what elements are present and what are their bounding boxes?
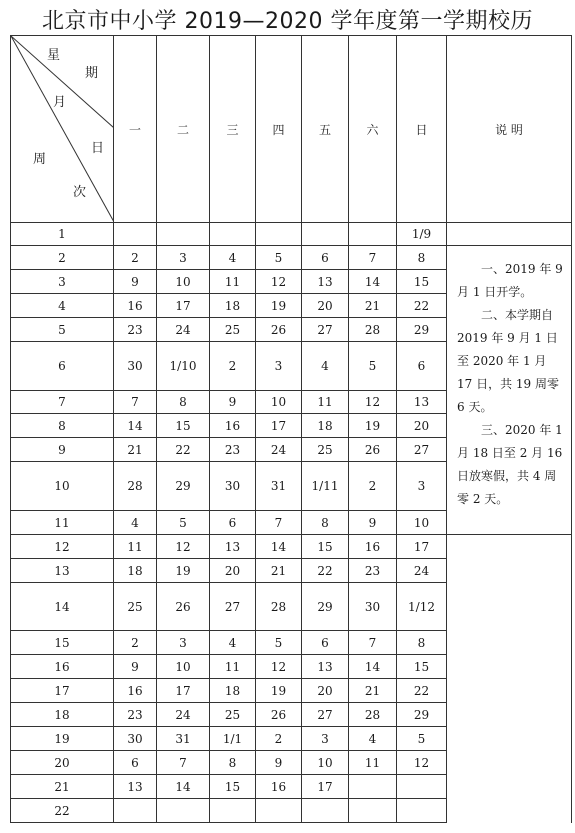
date-cell — [349, 775, 397, 799]
date-cell: 14 — [114, 414, 157, 438]
table-row — [11, 223, 572, 246]
week-number: 13 — [11, 559, 114, 583]
date-cell: 9 — [210, 391, 256, 414]
date-cell: 28 — [349, 703, 397, 727]
date-cell: 5 — [157, 511, 210, 535]
date-cell: 28 — [349, 318, 397, 342]
date-cell: 27 — [397, 438, 447, 462]
date-cell: 22 — [302, 559, 349, 583]
corner-label-zhou: 周 — [33, 152, 47, 167]
notes-blank-cell — [447, 583, 572, 631]
date-cell: 30 — [114, 727, 157, 751]
date-cell: 15 — [302, 535, 349, 559]
date-cell: 1/10 — [157, 342, 210, 391]
date-cell: 2 — [114, 246, 157, 270]
date-cell: 4 — [302, 342, 349, 391]
date-cell: 10 — [157, 655, 210, 679]
date-cell: 19 — [349, 414, 397, 438]
date-cell: 11 — [114, 535, 157, 559]
date-cell: 29 — [397, 318, 447, 342]
date-cell: 4 — [210, 631, 256, 655]
date-cell — [397, 775, 447, 799]
date-cell: 17 — [157, 294, 210, 318]
date-cell: 19 — [256, 294, 302, 318]
date-cell: 18 — [210, 679, 256, 703]
date-cell: 10 — [256, 391, 302, 414]
date-cell: 10 — [397, 511, 447, 535]
date-cell: 19 — [157, 559, 210, 583]
date-cell: 7 — [157, 751, 210, 775]
date-cell: 2 — [114, 631, 157, 655]
date-cell: 15 — [397, 655, 447, 679]
date-cell: 6 — [397, 342, 447, 391]
date-cell — [114, 223, 157, 246]
date-cell: 28 — [114, 462, 157, 511]
date-cell: 4 — [210, 246, 256, 270]
calendar-body — [11, 223, 572, 823]
week-number: 1 — [11, 223, 114, 246]
date-cell — [302, 223, 349, 246]
date-cell: 22 — [397, 294, 447, 318]
table-row — [11, 583, 572, 631]
date-cell: 15 — [157, 414, 210, 438]
date-cell — [157, 223, 210, 246]
date-cell: 24 — [157, 703, 210, 727]
date-cell: 12 — [349, 391, 397, 414]
table-row — [11, 775, 572, 799]
notes-blank-cell — [447, 775, 572, 799]
corner-label-ri: 日 — [91, 141, 105, 156]
week-number: 9 — [11, 438, 114, 462]
date-cell: 8 — [210, 751, 256, 775]
date-cell: 1/11 — [302, 462, 349, 511]
calendar-table — [10, 35, 572, 823]
date-cell: 12 — [397, 751, 447, 775]
week-number: 11 — [11, 511, 114, 535]
date-cell: 2 — [349, 462, 397, 511]
date-cell: 24 — [256, 438, 302, 462]
date-cell: 9 — [256, 751, 302, 775]
date-cell: 7 — [349, 631, 397, 655]
date-cell: 18 — [302, 414, 349, 438]
date-cell: 3 — [256, 342, 302, 391]
date-cell: 20 — [210, 559, 256, 583]
date-cell: 14 — [256, 535, 302, 559]
date-cell: 10 — [302, 751, 349, 775]
note-paragraph: 一、2019 年 9 月 1 日开学。 — [457, 262, 563, 299]
date-cell: 29 — [157, 462, 210, 511]
notes-blank-cell — [447, 223, 572, 246]
date-cell: 16 — [210, 414, 256, 438]
table-row — [11, 703, 572, 727]
notes-blank-cell — [447, 631, 572, 655]
date-cell: 14 — [349, 655, 397, 679]
date-cell: 14 — [349, 270, 397, 294]
date-cell: 13 — [302, 270, 349, 294]
date-cell: 18 — [210, 294, 256, 318]
date-cell: 13 — [302, 655, 349, 679]
date-cell: 6 — [114, 751, 157, 775]
date-cell: 13 — [114, 775, 157, 799]
corner-header — [11, 36, 114, 223]
date-cell: 29 — [302, 583, 349, 631]
date-cell: 25 — [210, 318, 256, 342]
note-paragraph: 三、2020 年 1 月 18 日至 2 月 16 日放寒假，共 4 周零 2 天。 — [457, 423, 563, 506]
date-cell: 25 — [210, 703, 256, 727]
date-cell: 24 — [397, 559, 447, 583]
date-cell: 15 — [397, 270, 447, 294]
notes-blank-cell — [447, 799, 572, 823]
date-cell: 12 — [256, 655, 302, 679]
date-cell: 3 — [157, 631, 210, 655]
date-cell: 26 — [349, 438, 397, 462]
page-title: 北京市中小学 2019—2020 学年度第一学期校历 — [42, 9, 533, 34]
notes-blank-cell — [447, 559, 572, 583]
week-number: 10 — [11, 462, 114, 511]
date-cell: 14 — [157, 775, 210, 799]
date-cell: 12 — [256, 270, 302, 294]
week-number: 8 — [11, 414, 114, 438]
date-cell: 26 — [256, 703, 302, 727]
table-row — [11, 799, 572, 823]
date-cell: 16 — [349, 535, 397, 559]
table-row — [11, 751, 572, 775]
date-cell: 25 — [114, 583, 157, 631]
table-row — [11, 631, 572, 655]
week-number: 20 — [11, 751, 114, 775]
date-cell: 30 — [349, 583, 397, 631]
date-cell: 11 — [210, 655, 256, 679]
date-cell: 25 — [302, 438, 349, 462]
date-cell: 23 — [349, 559, 397, 583]
date-cell: 8 — [397, 631, 447, 655]
day-header-tue: 二 — [157, 36, 210, 223]
week-number: 4 — [11, 294, 114, 318]
notes-blank-cell — [447, 751, 572, 775]
date-cell: 11 — [349, 751, 397, 775]
week-number: 7 — [11, 391, 114, 414]
date-cell: 27 — [302, 703, 349, 727]
date-cell: 3 — [157, 246, 210, 270]
date-cell: 6 — [210, 511, 256, 535]
day-header-sun: 日 — [397, 36, 447, 223]
day-header-mon: 一 — [114, 36, 157, 223]
date-cell: 8 — [397, 246, 447, 270]
week-number: 18 — [11, 703, 114, 727]
date-cell: 12 — [157, 535, 210, 559]
date-cell: 1/12 — [397, 583, 447, 631]
date-cell: 9 — [114, 655, 157, 679]
week-number: 14 — [11, 583, 114, 631]
date-cell: 6 — [302, 246, 349, 270]
date-cell — [397, 799, 447, 823]
week-number: 17 — [11, 679, 114, 703]
date-cell: 26 — [256, 318, 302, 342]
table-row — [11, 535, 572, 559]
date-cell — [256, 223, 302, 246]
date-cell: 21 — [349, 679, 397, 703]
day-header-sat: 六 — [349, 36, 397, 223]
date-cell: 28 — [256, 583, 302, 631]
date-cell: 16 — [256, 775, 302, 799]
date-cell: 31 — [256, 462, 302, 511]
date-cell — [210, 799, 256, 823]
notes-blank-cell — [447, 679, 572, 703]
date-cell: 17 — [157, 679, 210, 703]
date-cell: 27 — [210, 583, 256, 631]
notes-blank-cell — [447, 655, 572, 679]
date-cell: 5 — [256, 631, 302, 655]
date-cell: 5 — [349, 342, 397, 391]
week-number: 19 — [11, 727, 114, 751]
date-cell: 7 — [114, 391, 157, 414]
date-cell: 31 — [157, 727, 210, 751]
date-cell: 27 — [302, 318, 349, 342]
date-cell: 2 — [256, 727, 302, 751]
date-cell — [349, 799, 397, 823]
table-row — [11, 679, 572, 703]
date-cell: 7 — [256, 511, 302, 535]
date-cell: 4 — [114, 511, 157, 535]
date-cell: 11 — [210, 270, 256, 294]
date-cell: 26 — [157, 583, 210, 631]
date-cell: 21 — [256, 559, 302, 583]
day-header-thu: 四 — [256, 36, 302, 223]
date-cell: 19 — [256, 679, 302, 703]
header-row — [11, 36, 572, 223]
date-cell: 10 — [157, 270, 210, 294]
date-cell — [302, 799, 349, 823]
week-number: 5 — [11, 318, 114, 342]
day-header-wed: 三 — [210, 36, 256, 223]
date-cell: 5 — [256, 246, 302, 270]
date-cell: 6 — [302, 631, 349, 655]
date-cell: 18 — [114, 559, 157, 583]
date-cell: 17 — [397, 535, 447, 559]
date-cell: 3 — [302, 727, 349, 751]
day-header-fri: 五 — [302, 36, 349, 223]
date-cell — [157, 799, 210, 823]
date-cell: 8 — [157, 391, 210, 414]
date-cell: 20 — [302, 679, 349, 703]
table-row — [11, 559, 572, 583]
table-row — [11, 655, 572, 679]
date-cell: 2 — [210, 342, 256, 391]
note-paragraph: 二、本学期自 2019 年 9 月 1 日至 2020 年 1 月 17 日，共 19 周零 6 天。 — [457, 308, 559, 414]
date-cell: 13 — [397, 391, 447, 414]
date-cell: 17 — [256, 414, 302, 438]
week-number: 2 — [11, 246, 114, 270]
date-cell — [210, 223, 256, 246]
notes-blank-cell — [447, 727, 572, 751]
date-cell: 29 — [397, 703, 447, 727]
date-cell: 24 — [157, 318, 210, 342]
date-cell: 22 — [397, 679, 447, 703]
date-cell: 13 — [210, 535, 256, 559]
date-cell: 20 — [397, 414, 447, 438]
corner-label-ci: 次 — [73, 185, 87, 200]
corner-label-qi: 期 — [85, 66, 99, 81]
week-number: 16 — [11, 655, 114, 679]
corner-label-xing: 星 — [47, 48, 61, 63]
date-cell: 17 — [302, 775, 349, 799]
date-cell: 21 — [114, 438, 157, 462]
notes-blank-cell — [447, 535, 572, 559]
date-cell: 16 — [114, 679, 157, 703]
week-number: 6 — [11, 342, 114, 391]
date-cell: 9 — [349, 511, 397, 535]
date-cell: 1/9 — [397, 223, 447, 246]
date-cell: 20 — [302, 294, 349, 318]
date-cell: 23 — [114, 318, 157, 342]
week-number: 21 — [11, 775, 114, 799]
week-number: 15 — [11, 631, 114, 655]
date-cell: 30 — [114, 342, 157, 391]
table-row — [11, 246, 572, 270]
table-row — [11, 727, 572, 751]
date-cell: 16 — [114, 294, 157, 318]
date-cell — [256, 799, 302, 823]
notes-header: 说 明 — [447, 36, 572, 223]
date-cell: 30 — [210, 462, 256, 511]
notes-blank-cell — [447, 703, 572, 727]
date-cell: 11 — [302, 391, 349, 414]
date-cell: 5 — [397, 727, 447, 751]
date-cell: 9 — [114, 270, 157, 294]
date-cell: 23 — [114, 703, 157, 727]
date-cell: 7 — [349, 246, 397, 270]
date-cell: 3 — [397, 462, 447, 511]
date-cell: 15 — [210, 775, 256, 799]
date-cell: 4 — [349, 727, 397, 751]
date-cell: 22 — [157, 438, 210, 462]
date-cell: 8 — [302, 511, 349, 535]
date-cell: 23 — [210, 438, 256, 462]
corner-label-yue: 月 — [53, 95, 67, 110]
week-number: 22 — [11, 799, 114, 823]
diagonal-lines — [11, 36, 114, 222]
date-cell — [349, 223, 397, 246]
date-cell — [114, 799, 157, 823]
week-number: 3 — [11, 270, 114, 294]
notes-cell — [447, 246, 572, 535]
week-number: 12 — [11, 535, 114, 559]
date-cell: 21 — [349, 294, 397, 318]
date-cell: 1/1 — [210, 727, 256, 751]
